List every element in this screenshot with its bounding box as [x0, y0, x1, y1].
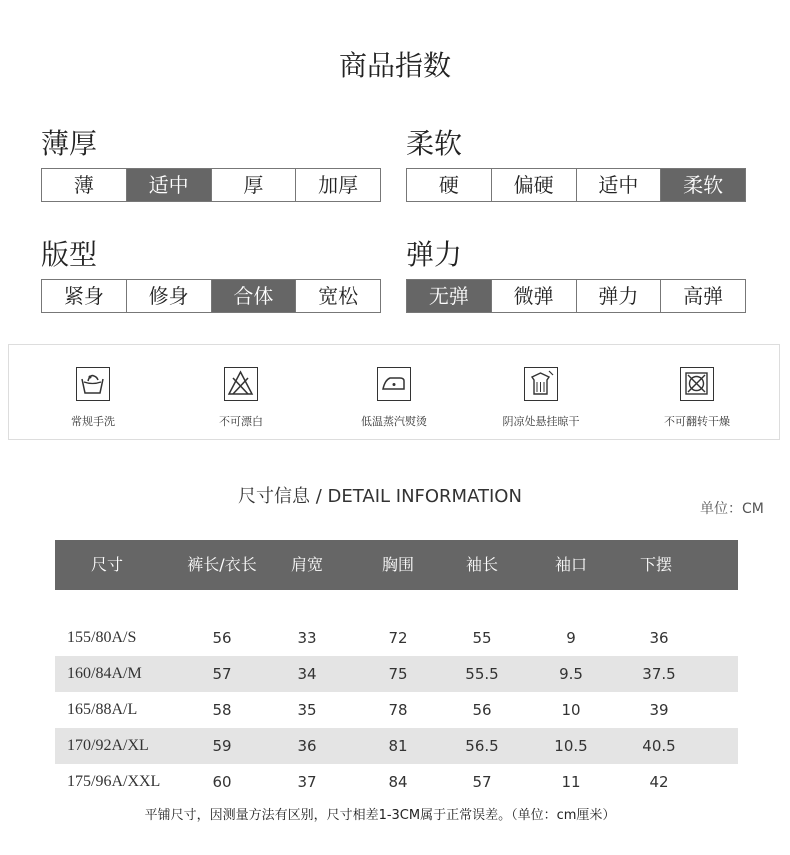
option-row — [406, 279, 746, 313]
care-item — [481, 367, 601, 429]
size-cell: 155/80A/S — [67, 629, 137, 646]
header-cell: 下摆 — [639, 555, 672, 574]
value-cell: 42 — [649, 773, 669, 791]
option: 偏硬 — [491, 169, 576, 201]
unit-label: 单位：CM — [700, 501, 764, 517]
care-item — [181, 367, 301, 429]
value-cell: 56 — [472, 701, 492, 719]
option: 修身 — [126, 280, 211, 312]
care-label: 不可翻转干燥 — [664, 415, 730, 428]
value-cell: 58 — [212, 701, 232, 719]
group-label: 柔软 — [406, 127, 463, 160]
option-selected: 适中 — [126, 169, 211, 201]
value-cell: 55 — [472, 629, 492, 647]
iron-low-icon — [377, 367, 411, 401]
care-panel — [8, 344, 780, 440]
size-cell: 165/88A/L — [67, 701, 138, 718]
care-label: 阴凉处悬挂晾干 — [502, 415, 580, 428]
value-cell: 60 — [212, 773, 232, 791]
header-cell: 尺寸 — [90, 555, 123, 574]
header-cell: 肩宽 — [290, 555, 323, 574]
option: 硬 — [407, 169, 491, 201]
option-row — [41, 279, 381, 313]
no-bleach-icon — [224, 367, 258, 401]
header-cell: 袖长 — [465, 555, 498, 574]
hang-dry-shade-icon — [524, 367, 558, 401]
value-cell: 36 — [297, 737, 317, 755]
group-label: 版型 — [41, 238, 98, 271]
table-header — [55, 540, 738, 590]
value-cell: 40.5 — [642, 737, 676, 755]
care-item — [334, 367, 454, 429]
care-label: 低温蒸汽熨烫 — [361, 415, 427, 428]
care-item — [33, 367, 153, 429]
option-selected: 无弹 — [407, 280, 491, 312]
option-row — [41, 168, 381, 202]
option-row — [406, 168, 746, 202]
value-cell: 56 — [212, 629, 232, 647]
index-group-softness — [406, 126, 746, 202]
value-cell: 55.5 — [465, 665, 499, 683]
index-group-thickness — [41, 126, 381, 202]
option: 加厚 — [295, 169, 380, 201]
header-cell: 袖口 — [554, 555, 587, 574]
value-cell: 10 — [561, 701, 581, 719]
value-cell: 84 — [388, 773, 408, 791]
table-row — [55, 620, 738, 656]
option: 紧身 — [42, 280, 126, 312]
option: 高弹 — [660, 280, 745, 312]
table-row — [55, 692, 738, 728]
header-cell: 裤长/衣长 — [187, 555, 257, 574]
value-cell: 37.5 — [642, 665, 676, 683]
size-table — [55, 540, 738, 800]
option: 薄 — [42, 169, 126, 201]
table-row — [55, 656, 738, 692]
option: 宽松 — [295, 280, 380, 312]
table-row — [55, 764, 738, 800]
care-item — [637, 367, 757, 429]
size-cell: 170/92A/XL — [67, 737, 149, 754]
option: 适中 — [576, 169, 661, 201]
care-label: 不可漂白 — [219, 415, 263, 428]
page-title: 商品指数 — [338, 49, 451, 82]
value-cell: 36 — [649, 629, 669, 647]
option: 弹力 — [576, 280, 661, 312]
value-cell: 57 — [212, 665, 232, 683]
value-cell: 10.5 — [554, 737, 588, 755]
value-cell: 39 — [649, 701, 669, 719]
value-cell: 75 — [388, 665, 408, 683]
footnote: 平铺尺寸，因测量方法有区别，尺寸相差1-3CM属于正常误差。（单位：cm厘米） — [144, 808, 616, 823]
option-selected: 合体 — [211, 280, 296, 312]
index-group-fit — [41, 237, 381, 313]
option-selected: 柔软 — [660, 169, 745, 201]
option: 微弹 — [491, 280, 576, 312]
value-cell: 37 — [297, 773, 317, 791]
no-tumble-dry-icon — [680, 367, 714, 401]
value-cell: 33 — [297, 629, 317, 647]
value-cell: 11 — [561, 773, 581, 791]
value-cell: 78 — [388, 701, 408, 719]
value-cell: 9.5 — [559, 665, 583, 683]
group-label: 薄厚 — [41, 127, 98, 160]
value-cell: 56.5 — [465, 737, 499, 755]
value-cell: 81 — [388, 737, 408, 755]
care-label: 常规手洗 — [71, 415, 115, 428]
index-group-elasticity — [406, 237, 746, 313]
option: 厚 — [211, 169, 296, 201]
group-label: 弹力 — [406, 238, 463, 271]
value-cell: 72 — [388, 629, 408, 647]
value-cell: 59 — [212, 737, 232, 755]
size-section-title: 尺寸信息 / DETAIL INFORMATION — [238, 486, 522, 507]
hand-wash-icon — [76, 367, 110, 401]
size-cell: 175/96A/XXL — [67, 773, 161, 790]
header-cell: 胸围 — [381, 555, 414, 574]
value-cell: 9 — [566, 629, 576, 647]
size-cell: 160/84A/M — [67, 665, 142, 682]
value-cell: 35 — [297, 701, 317, 719]
value-cell: 34 — [297, 665, 317, 683]
table-row — [55, 728, 738, 764]
value-cell: 57 — [472, 773, 492, 791]
